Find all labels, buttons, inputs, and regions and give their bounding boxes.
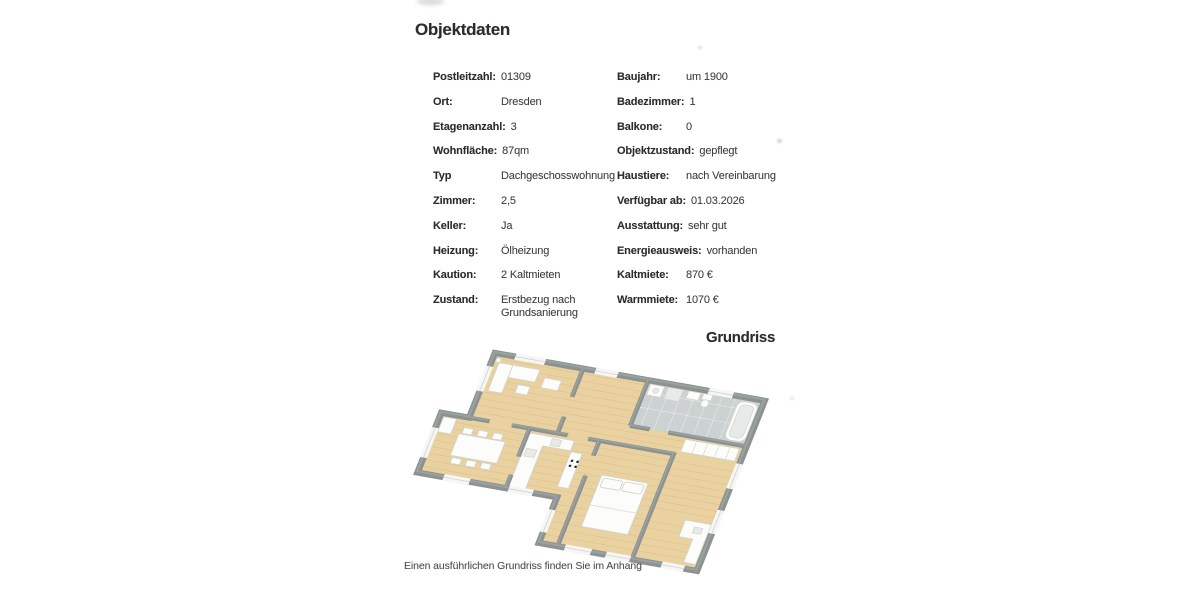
bathroom-sink (686, 391, 701, 401)
data-pair (617, 96, 1033, 109)
data-pair (433, 220, 617, 233)
field-value: nach Vereinbarung (686, 170, 776, 183)
scan-artifact (417, 0, 444, 5)
floorplan-caption: Einen ausführlichen Grundriss finden Sie im Anhang (404, 560, 642, 572)
field-value: 87qm (502, 145, 530, 158)
table-row (433, 245, 1033, 270)
field-label: Heizung: (433, 244, 479, 257)
data-pair (617, 145, 1033, 158)
table-row (433, 121, 1033, 146)
field-label: Ausstattung: (617, 219, 684, 232)
table-row (433, 294, 1033, 320)
field-label: Keller: (433, 219, 467, 232)
data-pair (617, 121, 1033, 134)
field-value: 1 (689, 95, 696, 108)
data-pair (617, 294, 1033, 307)
data-pair (433, 294, 617, 320)
field-label: Kaltmiete: (617, 269, 669, 282)
data-pair (617, 269, 1033, 282)
data-pair (433, 170, 617, 183)
field-value: vorhanden (706, 244, 758, 257)
table-row (433, 71, 1033, 96)
field-label: Haustiere: (617, 170, 670, 183)
field-label: Etagenanzahl: (433, 120, 506, 133)
field-value: um 1900 (686, 71, 728, 83)
field-value: 870 € (686, 269, 713, 282)
field-label: Zustand: (433, 294, 479, 307)
table-row (433, 220, 1033, 245)
field-value: gepflegt (699, 145, 738, 158)
data-pair (617, 170, 1033, 183)
field-value: 01.03.2026 (690, 194, 745, 207)
field-label: Badezimmer: (617, 95, 685, 108)
field-value: 2,5 (501, 194, 516, 207)
field-label: Kaution: (433, 269, 477, 282)
object-data-table (433, 71, 1033, 320)
scan-artifact (790, 397, 794, 400)
field-value: 0 (686, 120, 692, 133)
scan-artifact (698, 46, 702, 49)
field-label: Warmmiete: (617, 294, 679, 307)
field-label: Verfügbar ab: (617, 194, 686, 207)
field-value: Dachgeschosswohnung (501, 170, 615, 183)
page-title: Objektdaten (415, 20, 510, 39)
field-value: 2 Kaltmieten (501, 269, 561, 282)
field-value: Erstbezug nach Grundsanierung (501, 294, 578, 320)
floorplan-heading: Grundriss (706, 329, 775, 346)
floor-plan-svg (394, 328, 774, 586)
data-pair (617, 71, 1033, 84)
field-value: Dresden (501, 95, 542, 108)
data-pair (433, 245, 617, 258)
data-pair (433, 121, 617, 134)
field-label: Ort: (433, 95, 453, 108)
table-row (433, 145, 1033, 170)
field-label: Objektzustand: (617, 145, 695, 158)
field-label: Postleitzahl: (433, 71, 496, 83)
field-label: Wohnfläche: (433, 145, 498, 158)
field-label: Zimmer: (433, 194, 476, 207)
data-pair (433, 269, 617, 282)
floor-plan-image (394, 328, 774, 586)
table-row (433, 269, 1033, 294)
data-pair (433, 145, 617, 158)
field-value: 3 (510, 120, 517, 133)
field-label: Balkone: (617, 120, 663, 133)
data-pair (617, 245, 1033, 258)
field-value: sehr gut (688, 219, 727, 232)
field-label: Energieausweis: (617, 244, 702, 257)
field-value: 01309 (501, 71, 531, 83)
table-row (433, 195, 1033, 220)
field-label: Typ (433, 170, 452, 183)
data-pair (433, 195, 617, 208)
data-pair (617, 220, 1033, 233)
data-pair (617, 195, 1033, 208)
field-value: Ja (501, 219, 513, 232)
table-row (433, 170, 1033, 195)
field-value: Ölheizung (501, 244, 550, 257)
field-label: Baujahr: (617, 71, 661, 83)
table-row (433, 96, 1033, 121)
data-pair (433, 96, 617, 109)
data-pair (433, 71, 617, 84)
field-value: 1070 € (686, 294, 719, 307)
